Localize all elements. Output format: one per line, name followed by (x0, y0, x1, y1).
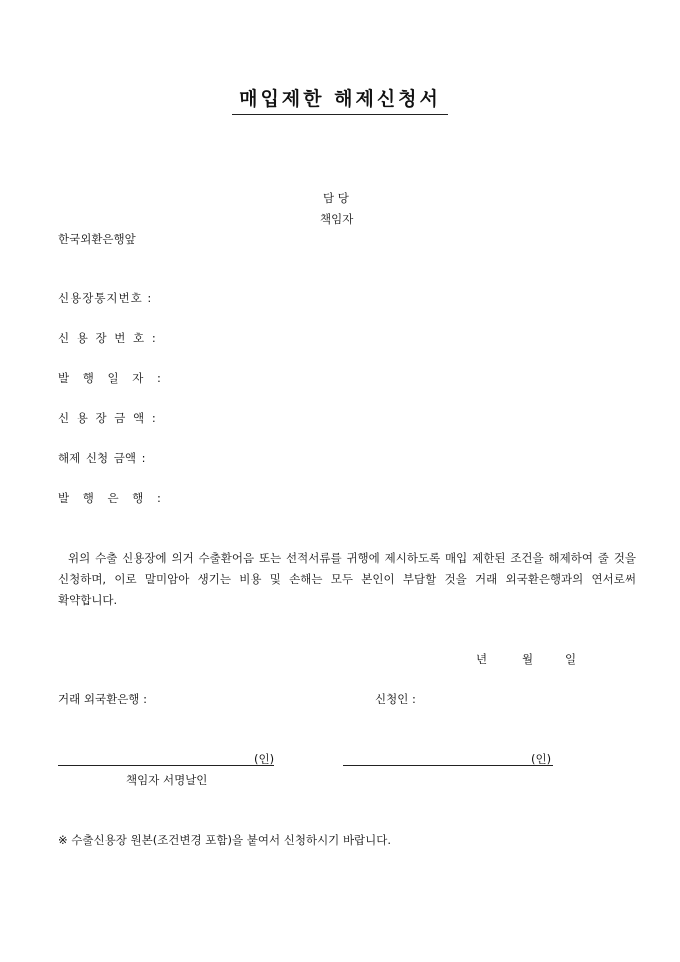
field-lc-number: 신 용 장 번 호 : (58, 331, 156, 345)
seal-mark-right: (인) (531, 752, 552, 766)
signature-caption: 책임자 서명날인 (126, 773, 208, 787)
field-issuing-bank: 발 행 은 행 : (58, 491, 161, 505)
bank-label: 거래 외국환은행 : (58, 692, 147, 706)
document-title: 매입제한 해제신청서 (232, 84, 448, 115)
field-lc-amount: 신 용 장 금 액 : (58, 411, 156, 425)
field-issue-date: 발 행 일 자 : (58, 371, 161, 385)
date-day: 일 (565, 652, 577, 666)
signature-line-left (58, 765, 274, 766)
approval-label-responsible: 책임자 (320, 212, 354, 226)
addressee: 한국외환은행앞 (58, 232, 136, 246)
body-paragraph: 위의 수출 신용장에 의거 수출환어음 또는 선적서류를 귀행에 제시하도록 매입 제한된 조건을 해제하여 줄 것을 신청하며, 이로 말미암아 생기는 비용 및 손해는 모두 본인이 부담할 것을 거래 외국환은행과의 연서로써 확약합니다. (58, 551, 636, 607)
field-release-amount: 해제 신청 금액 : (58, 451, 146, 465)
approval-label-manager: 담 당 (323, 191, 349, 205)
date-year: 년 (476, 652, 488, 666)
footnote: ※ 수출신용장 원본(조건변경 포함)을 붙여서 신청하시기 바랍니다. (58, 833, 392, 847)
signature-line-right (343, 765, 553, 766)
applicant-label: 신청인 : (375, 692, 416, 706)
field-lc-notice-number: 신용장통지번호 : (58, 291, 153, 305)
seal-mark-left: (인) (254, 752, 275, 766)
date-month: 월 (522, 652, 534, 666)
